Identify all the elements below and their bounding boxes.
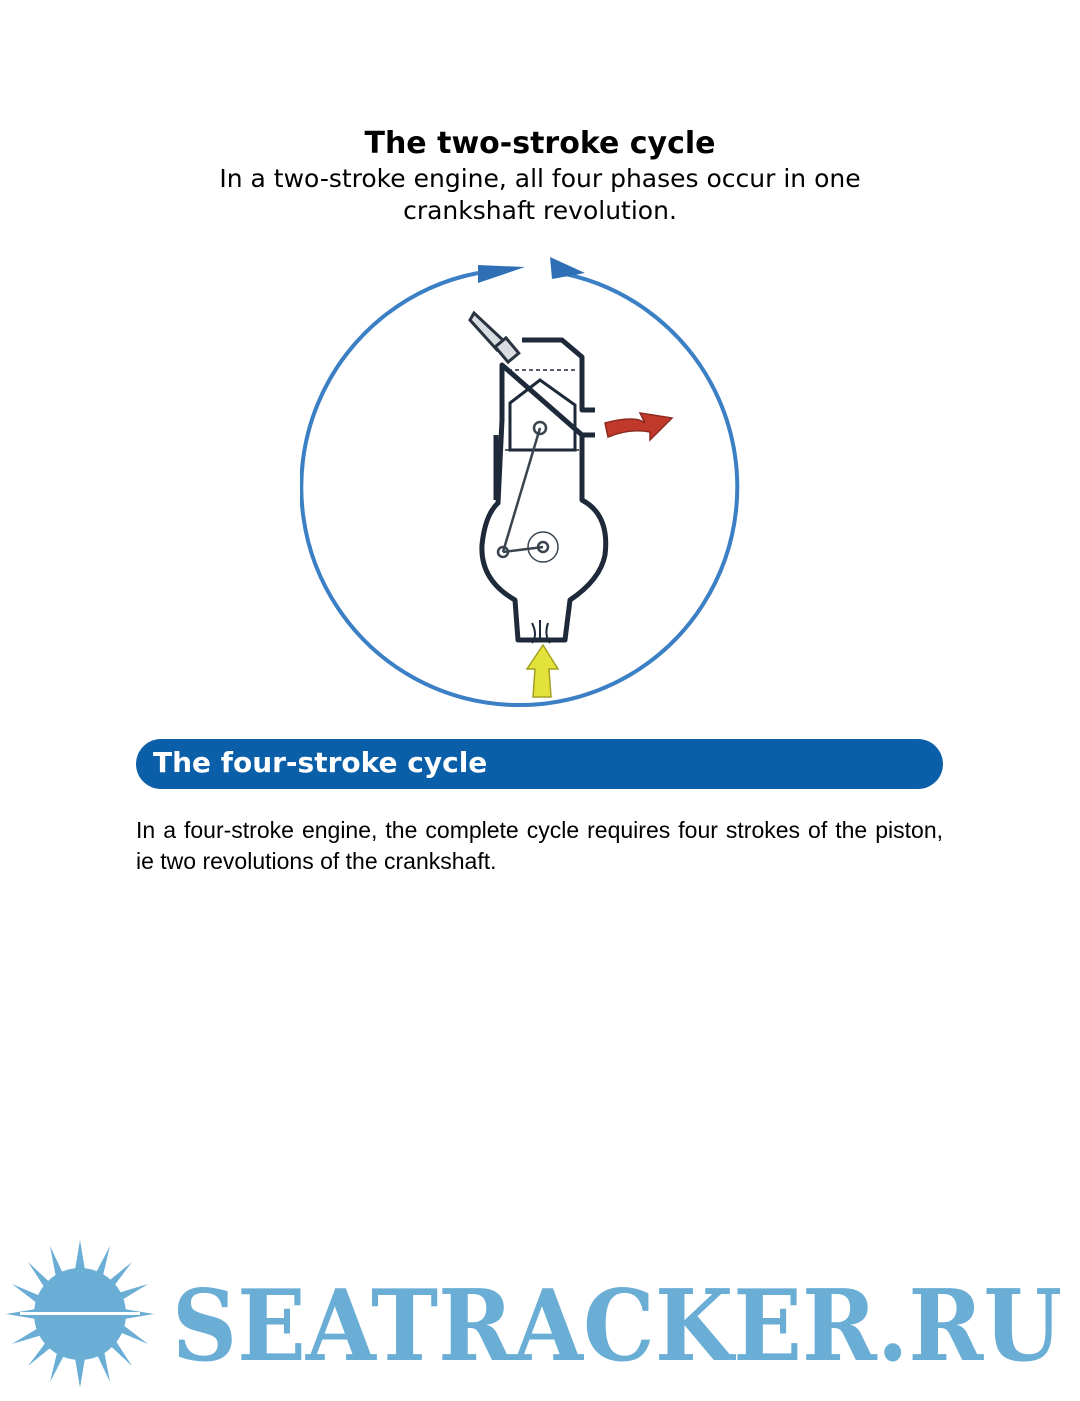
spark-plug-icon [470, 313, 519, 362]
section-heading: The four-stroke cycle [153, 746, 488, 779]
piston-icon [505, 370, 580, 450]
exhaust-arrow-icon [605, 413, 672, 440]
page-subtitle: In a two-stroke engine, all four phases occur in one crankshaft revolution. [219, 164, 861, 225]
section-header-bar [136, 739, 943, 789]
sun-logo-icon [6, 1240, 154, 1388]
page-title: The two-stroke cycle [364, 126, 716, 161]
intake-port [532, 620, 550, 643]
two-stroke-illustration [300, 245, 780, 725]
two-stroke-diagram [300, 245, 780, 725]
intake-arrow-icon [527, 645, 558, 697]
watermark [0, 1232, 1080, 1397]
engine-block [482, 340, 606, 640]
crankshaft-icon [498, 422, 558, 562]
watermark-text: SEATRACKER.RU [172, 1269, 1062, 1384]
section-body-text: In a four-stroke engine, the complete cycle requires four strokes of the piston, ie two revolutions of the crankshaft. [136, 817, 943, 874]
cycle-arrowhead-left [478, 265, 525, 283]
